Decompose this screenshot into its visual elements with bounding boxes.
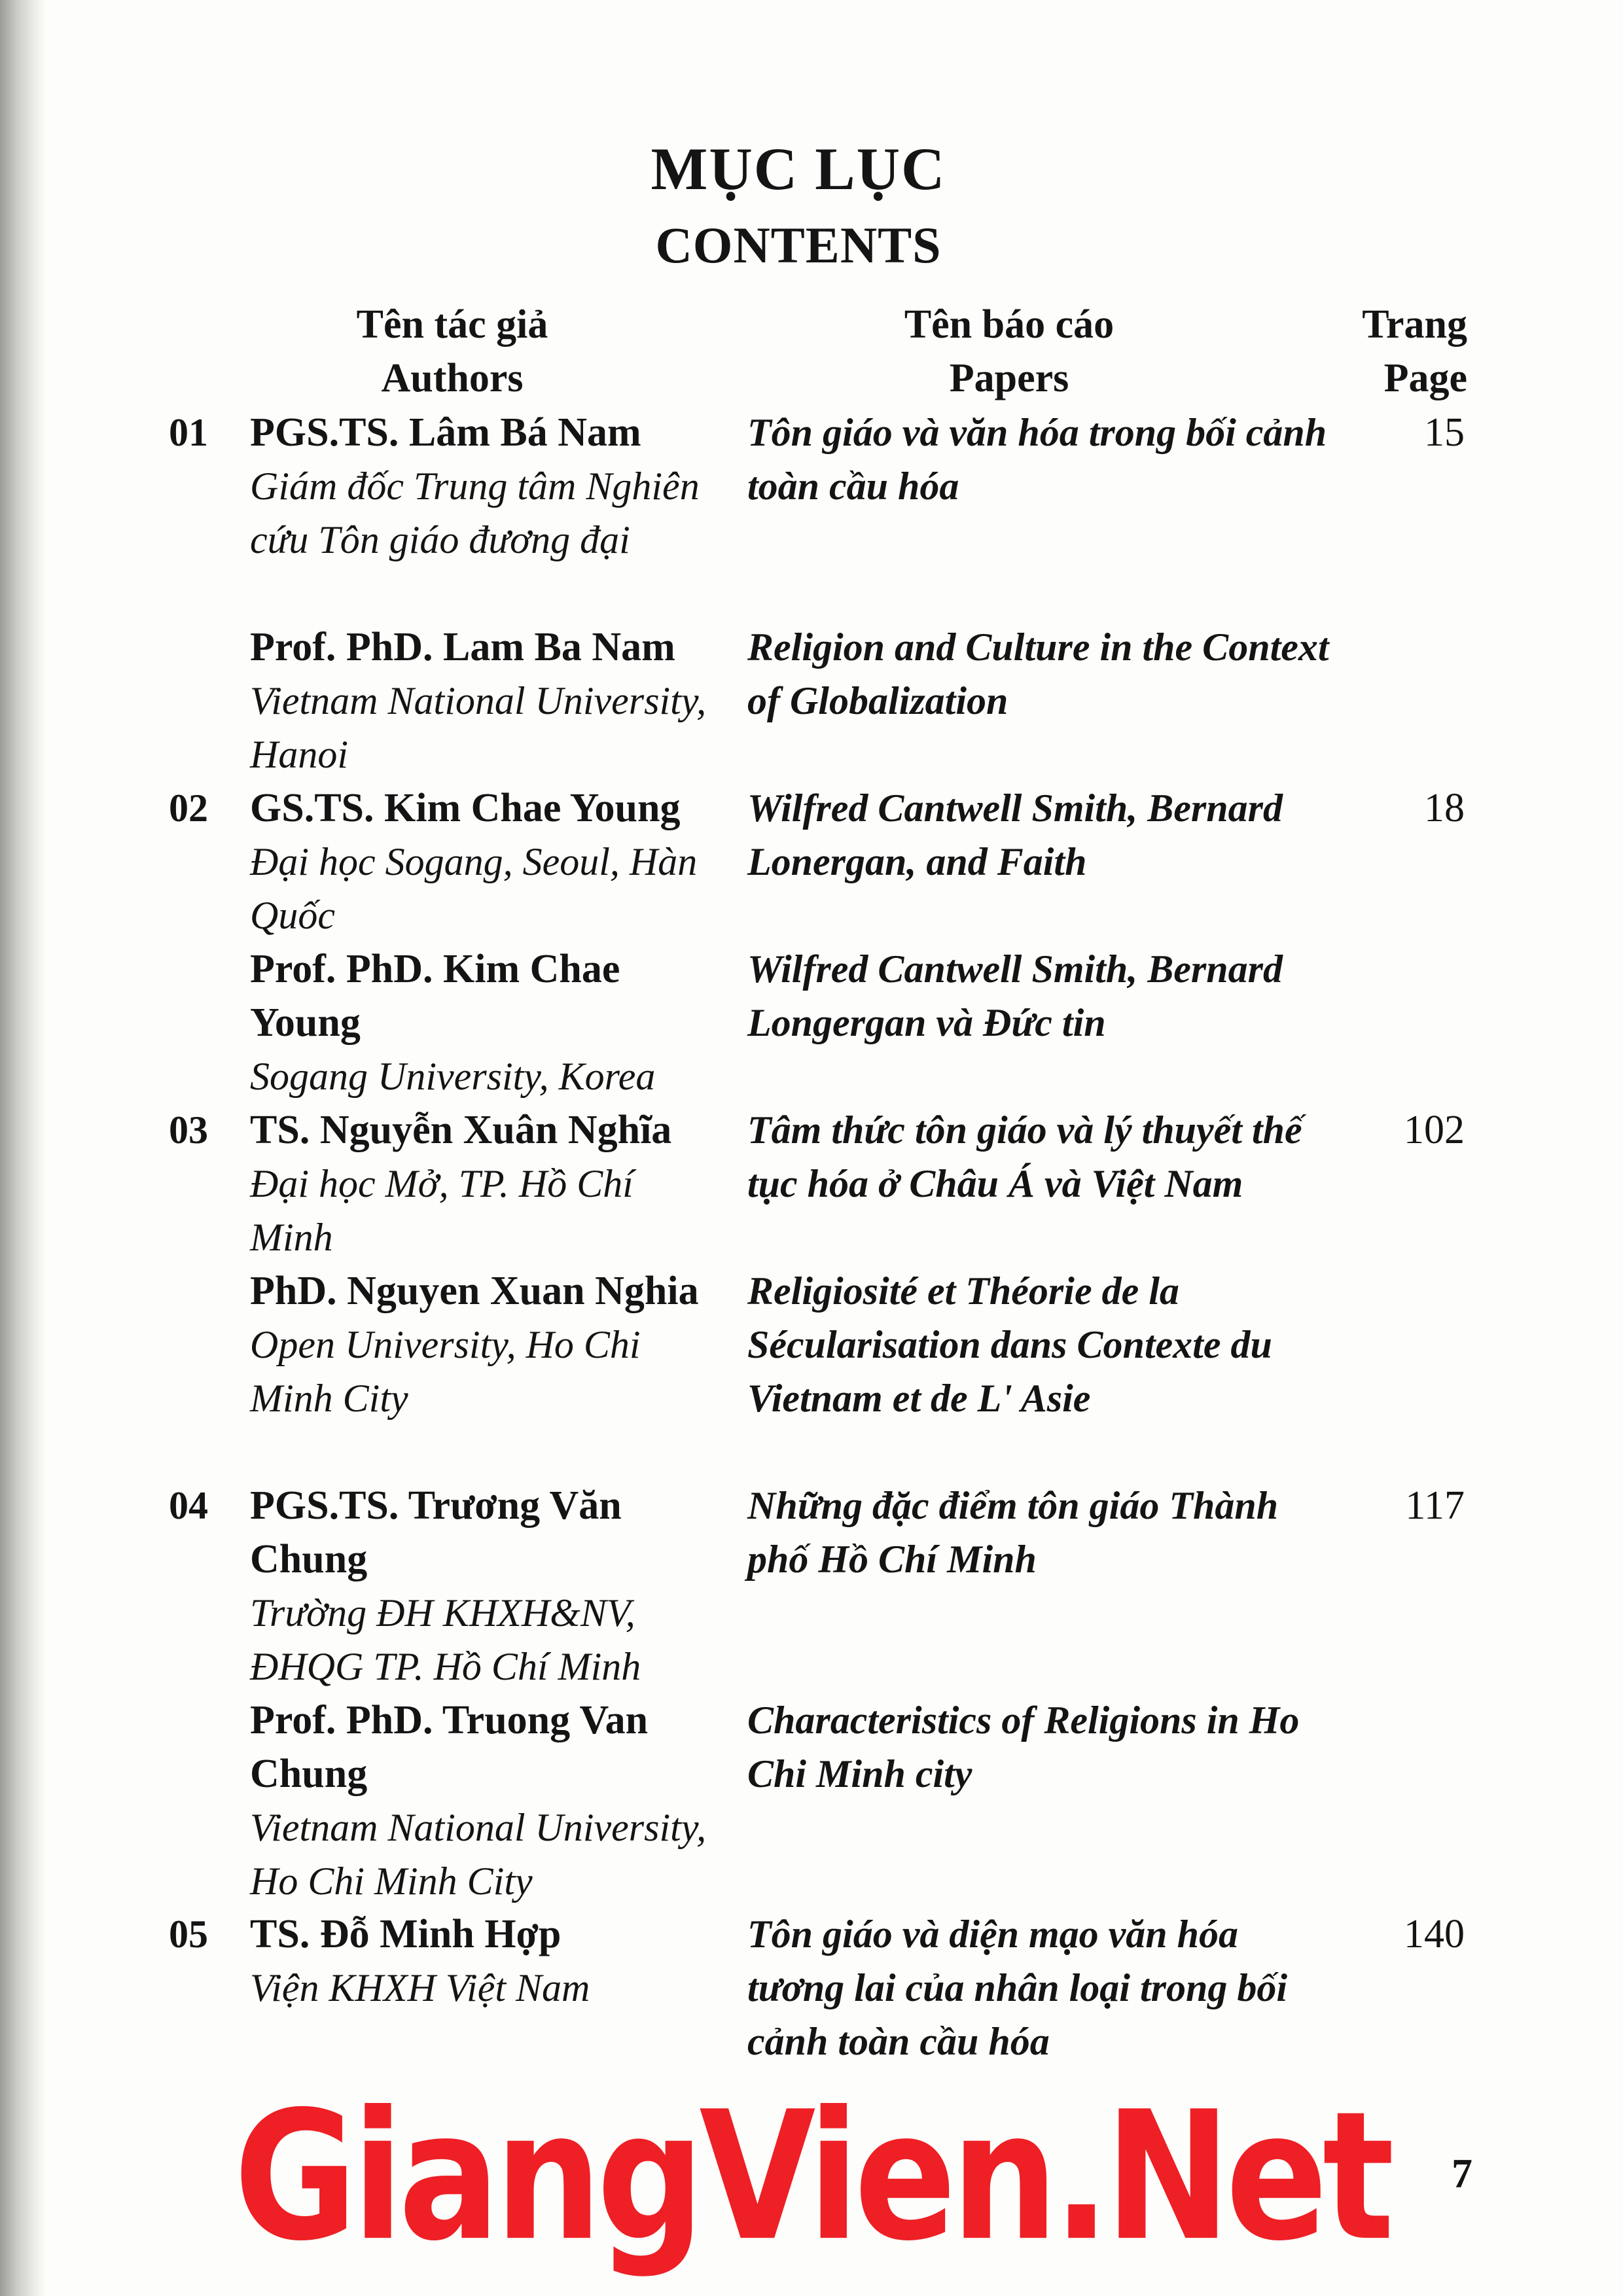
page-column-header bbox=[1284, 298, 1467, 405]
papers-header-en: Papers bbox=[949, 356, 1069, 400]
paper-info bbox=[747, 1264, 1330, 1425]
author-affiliation: Giám đốc Trung tâm Nghiên cứu Tôn giáo đương đại bbox=[250, 465, 700, 561]
author-name: TS. Đỗ Minh Hợp bbox=[250, 1912, 562, 1956]
page-header-vi: Trang bbox=[1362, 302, 1467, 347]
paper-info bbox=[747, 1103, 1330, 1210]
author-affiliation: Vietnam National University, Ho Chi Minh City bbox=[250, 1806, 707, 1903]
author-name: PGS.TS. Lâm Bá Nam bbox=[250, 410, 641, 455]
authors-header-vi: Tên tác giả bbox=[356, 302, 548, 347]
entry-page: 18 bbox=[1424, 786, 1465, 830]
entry-page: 15 bbox=[1424, 410, 1465, 455]
authors-header-en: Authors bbox=[381, 356, 524, 400]
paper-title: Religiosité et Théorie de la Sécularisation dans Contexte du Vietnam et de L' Asie bbox=[747, 1269, 1272, 1420]
paper-info bbox=[747, 1693, 1330, 1801]
author-info bbox=[250, 1907, 708, 2015]
paper-info bbox=[747, 620, 1330, 728]
page-number: 7 bbox=[1452, 2150, 1472, 2197]
entry-page: 117 bbox=[1405, 1483, 1465, 1528]
author-info bbox=[250, 942, 708, 1103]
entry-number: 03 bbox=[169, 1108, 208, 1152]
author-name: Prof. PhD. Kim Chae Young bbox=[250, 947, 620, 1045]
paper-info bbox=[747, 1907, 1330, 2068]
entry-number: 04 bbox=[169, 1484, 208, 1527]
paper-info bbox=[747, 406, 1330, 513]
authors-column-header bbox=[250, 298, 654, 405]
author-info bbox=[250, 620, 708, 781]
author-affiliation: Vietnam National University, Hanoi bbox=[250, 679, 707, 776]
author-affiliation: Open University, Ho Chi Minh City bbox=[250, 1323, 641, 1420]
watermark-text: GiangVien.Net bbox=[234, 2074, 1389, 2281]
papers-header-vi: Tên báo cáo bbox=[904, 302, 1115, 347]
papers-column-header bbox=[747, 298, 1271, 405]
author-info bbox=[250, 1264, 708, 1425]
author-name: GS.TS. Kim Chae Young bbox=[250, 786, 681, 830]
page-gutter-shadow bbox=[0, 0, 46, 2296]
author-info bbox=[250, 406, 708, 567]
paper-title: Wilfred Cantwell Smith, Bernard Lonergan, and Faith bbox=[747, 786, 1283, 883]
author-info bbox=[250, 1479, 708, 1693]
paper-title: Tâm thức tôn giáo và lý thuyết thế tục hóa ở Châu Á và Việt Nam bbox=[747, 1108, 1302, 1205]
author-name: TS. Nguyễn Xuân Nghĩa bbox=[250, 1108, 672, 1152]
paper-title: Tôn giáo và văn hóa trong bối cảnh toàn cầu hóa bbox=[747, 411, 1327, 508]
paper-info bbox=[747, 781, 1330, 889]
entry-page: 140 bbox=[1404, 1912, 1465, 1956]
author-affiliation: Viện KHXH Việt Nam bbox=[250, 1966, 590, 2009]
page-subtitle: CONTENTS bbox=[655, 217, 942, 274]
page-title: MỤC LỤC bbox=[651, 135, 946, 202]
author-name: Prof. PhD. Lam Ba Nam bbox=[250, 625, 675, 669]
author-name: PhD. Nguyen Xuan Nghia bbox=[250, 1269, 699, 1313]
author-affiliation: Đại học Sogang, Seoul, Hàn Quốc bbox=[250, 840, 698, 937]
entry-number: 05 bbox=[169, 1913, 208, 1956]
paper-title: Tôn giáo và diện mạo văn hóa tương lai của nhân loại trong bối cảnh toàn cầu hóa bbox=[747, 1913, 1288, 2063]
entry-page: 102 bbox=[1404, 1108, 1465, 1152]
paper-title: Những đặc điểm tôn giáo Thành phố Hồ Chí Minh bbox=[747, 1484, 1279, 1581]
author-name: Prof. PhD. Truong Van Chung bbox=[250, 1698, 649, 1796]
paper-info bbox=[747, 942, 1330, 1050]
paper-title: Wilfred Cantwell Smith, Bernard Longergan và Đức tin bbox=[747, 947, 1283, 1044]
paper-title: Characteristics of Religions in Ho Chi Minh city bbox=[747, 1699, 1300, 1795]
author-affiliation: Sogang University, Korea bbox=[250, 1055, 656, 1098]
author-info bbox=[250, 781, 708, 942]
author-info bbox=[250, 1693, 708, 1908]
author-name: PGS.TS. Trương Văn Chung bbox=[250, 1483, 622, 1581]
author-info bbox=[250, 1103, 708, 1264]
entry-number: 02 bbox=[169, 786, 208, 830]
author-affiliation: Trường ĐH KHXH&NV, ĐHQG TP. Hồ Chí Minh bbox=[250, 1591, 641, 1688]
entry-number: 01 bbox=[169, 411, 208, 454]
paper-info bbox=[747, 1479, 1330, 1586]
author-affiliation: Đại học Mở, TP. Hồ Chí Minh bbox=[250, 1162, 633, 1259]
page-header-en: Page bbox=[1383, 356, 1467, 400]
paper-title: Religion and Culture in the Context of Globalization bbox=[747, 626, 1329, 722]
